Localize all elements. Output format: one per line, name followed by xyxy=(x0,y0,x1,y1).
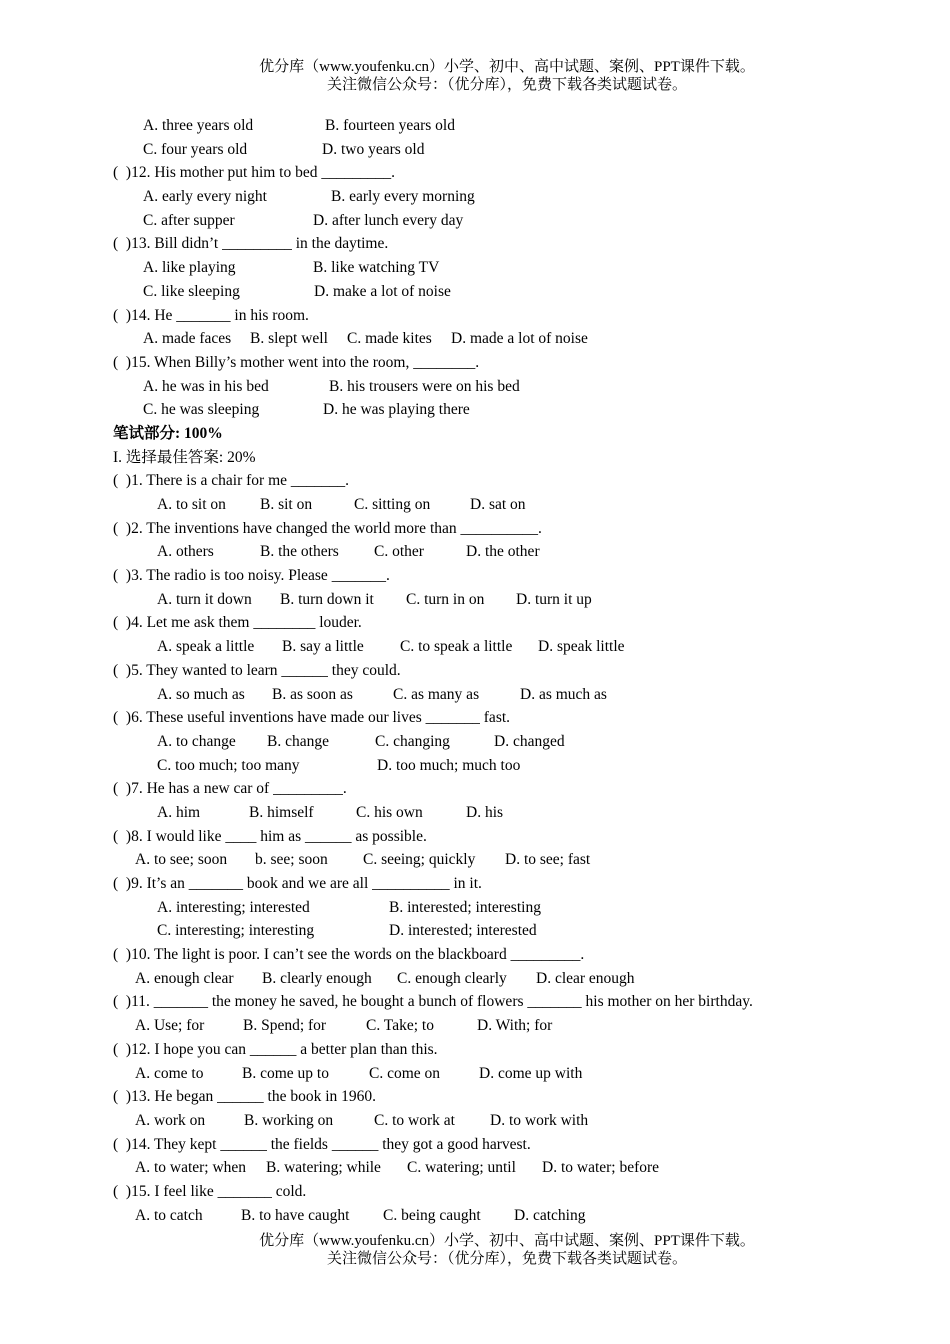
answer-option: D. the other xyxy=(466,543,540,561)
answer-option: D. come up with xyxy=(479,1064,583,1082)
answer-option: D. clear enough xyxy=(536,969,635,987)
page-footer xyxy=(0,1232,950,1268)
answer-option: D. to work with xyxy=(490,1111,589,1129)
option-row xyxy=(113,540,933,564)
question-text: ( )3. The radio is too noisy. Please _______. xyxy=(113,567,390,585)
page-header xyxy=(0,58,950,94)
question-line xyxy=(113,990,933,1014)
option-row xyxy=(113,730,933,754)
option-row xyxy=(113,588,933,612)
answer-option: B. slept well xyxy=(250,330,328,348)
option-row xyxy=(113,256,933,280)
question-line xyxy=(113,943,933,967)
answer-option: B. the others xyxy=(260,543,339,561)
header-line-2: 关注微信公众号：（优分库），免费下载各类试题试卷。 xyxy=(326,77,687,93)
answer-option: D. With; for xyxy=(477,1017,553,1035)
answer-option: C. to work at xyxy=(374,1111,455,1129)
answer-option: A. to catch xyxy=(135,1206,203,1224)
question-text: ( )8. I would like ____ him as ______ as possible. xyxy=(113,827,427,845)
option-row xyxy=(113,114,933,138)
question-line xyxy=(113,517,933,541)
answer-option: A. made faces xyxy=(143,330,232,348)
answer-option: A. him xyxy=(157,803,201,821)
question-text: ( )11. _______ the money he saved, he bought a bunch of flowers _______ his mother on her birthday. xyxy=(113,993,753,1011)
answer-option: B. like watching TV xyxy=(313,259,440,277)
answer-option: C. as many as xyxy=(393,685,480,703)
answer-option: A. come to xyxy=(135,1064,204,1082)
option-row xyxy=(113,967,933,991)
answer-option: C. changing xyxy=(375,732,450,750)
question-text: ( )12. His mother put him to bed _________. xyxy=(113,164,395,182)
option-row xyxy=(113,1204,933,1228)
answer-option: C. interesting; interesting xyxy=(157,922,315,940)
answer-option: C. other xyxy=(374,543,424,561)
answer-option: C. to speak a little xyxy=(400,638,513,656)
option-row xyxy=(113,896,933,920)
answer-option: A. like playing xyxy=(143,259,236,277)
question-line xyxy=(113,611,933,635)
answer-option: B. as soon as xyxy=(272,685,353,703)
answer-option: A. three years old xyxy=(143,117,254,134)
option-row xyxy=(113,327,933,351)
answer-option: A. Use; for xyxy=(135,1017,205,1035)
option-row xyxy=(113,209,933,233)
question-text: ( )9. It’s an _______ book and we are all __________ in it. xyxy=(113,875,482,892)
question-text: ( )15. I feel like _______ cold. xyxy=(113,1182,307,1200)
answer-option: B. clearly enough xyxy=(262,969,372,987)
answer-option: C. enough clearly xyxy=(397,969,507,987)
question-line xyxy=(113,469,933,493)
answer-option: B. himself xyxy=(249,803,314,821)
question-text: ( )13. He began ______ the book in 1960. xyxy=(113,1088,377,1106)
question-text: ( )4. Let me ask them ________ louder. xyxy=(113,614,362,632)
answer-option: B. to have caught xyxy=(241,1206,350,1224)
question-line xyxy=(113,1133,933,1157)
header-line-1: 优分库（www.youfenku.cn）小学、初中、高中试题、案例、PPT课件下载。 xyxy=(259,59,755,75)
answer-option: D. changed xyxy=(494,732,565,750)
question-text: ( )10. The light is poor. I can’t see the words on the blackboard _________. xyxy=(113,946,585,964)
answer-option: C. like sleeping xyxy=(143,282,240,300)
answer-option: A. to change xyxy=(157,732,236,750)
option-row xyxy=(113,398,933,422)
answer-option: B. Spend; for xyxy=(243,1017,327,1035)
answer-option: C. turn in on xyxy=(406,590,485,608)
answer-option: D. sat on xyxy=(470,496,526,513)
question-text: ( )2. The inventions have changed the world more than __________. xyxy=(113,519,542,537)
answer-option: C. too much; too many xyxy=(157,756,300,774)
answer-option: D. make a lot of noise xyxy=(314,282,451,300)
answer-option: B. come up to xyxy=(242,1064,329,1082)
option-row xyxy=(113,635,933,659)
option-row xyxy=(113,493,933,517)
answer-option: C. his own xyxy=(356,803,423,821)
option-row xyxy=(113,280,933,304)
option-row xyxy=(113,375,933,399)
option-row xyxy=(113,185,933,209)
answer-option: D. after lunch every day xyxy=(313,211,464,229)
answer-option: B. interested; interesting xyxy=(389,898,541,916)
question-text: ( )6. These useful inventions have made our lives _______ fast. xyxy=(113,709,511,727)
answer-option: C. seeing; quickly xyxy=(363,851,476,869)
answer-option: A. enough clear xyxy=(135,969,234,987)
answer-option: C. being caught xyxy=(383,1206,481,1224)
answer-option: A. speak a little xyxy=(157,638,255,656)
answer-option: C. watering; until xyxy=(407,1159,516,1177)
question-line xyxy=(113,1085,933,1109)
option-row xyxy=(113,683,933,707)
answer-option: A. so much as xyxy=(157,685,245,703)
option-row xyxy=(113,848,933,872)
answer-option: B. sit on xyxy=(260,496,313,513)
question-line xyxy=(113,659,933,683)
option-row xyxy=(113,1014,933,1038)
question-line xyxy=(113,161,933,185)
option-row xyxy=(113,1156,933,1180)
answer-option: C. come on xyxy=(369,1064,441,1082)
answer-option: A. to sit on xyxy=(157,496,226,513)
question-text: ( )12. I hope you can ______ a better plan than this. xyxy=(113,1040,438,1058)
answer-option: C. four years old xyxy=(143,140,248,158)
answer-option: A. to water; when xyxy=(135,1159,247,1177)
question-text: ( )7. He has a new car of _________. xyxy=(113,780,347,798)
question-line xyxy=(113,232,933,256)
question-text: I. 选择最佳答案: 20% xyxy=(113,448,256,466)
answer-option: A. to see; soon xyxy=(135,851,228,869)
answer-option: C. after supper xyxy=(143,211,235,229)
answer-option: C. sitting on xyxy=(354,496,431,513)
question-text: ( )5. They wanted to learn ______ they could. xyxy=(113,661,401,679)
answer-option: D. turn it up xyxy=(516,590,592,608)
answer-option: D. too much; much too xyxy=(377,756,521,774)
question-text: ( )1. There is a chair for me _______. xyxy=(113,472,350,490)
answer-option: D. interested; interested xyxy=(389,922,537,940)
answer-option: D. catching xyxy=(514,1206,586,1224)
answer-option: B. working on xyxy=(244,1111,334,1129)
question-line xyxy=(113,1180,933,1204)
answer-option: D. two years old xyxy=(322,140,425,158)
answer-option: D. made a lot of noise xyxy=(451,330,588,348)
question-text: ( )15. When Billy’s mother went into the room, ________. xyxy=(113,353,480,371)
answer-option: B. watering; while xyxy=(266,1159,381,1177)
option-row xyxy=(113,754,933,778)
footer-line-2: 关注微信公众号：（优分库），免费下载各类试题试卷。 xyxy=(326,1251,687,1267)
question-line xyxy=(113,777,933,801)
exam-content xyxy=(113,114,933,1227)
question-line xyxy=(113,872,933,896)
answer-option: B. fourteen years old xyxy=(325,117,455,134)
answer-option: A. turn it down xyxy=(157,590,252,608)
answer-option: B. early every morning xyxy=(331,188,475,206)
answer-option: D. speak little xyxy=(538,638,625,656)
question-line xyxy=(113,706,933,730)
option-row xyxy=(113,919,933,943)
option-row xyxy=(113,138,933,162)
answer-option: A. interesting; interested xyxy=(157,898,310,916)
question-line xyxy=(113,564,933,588)
question-line xyxy=(113,351,933,375)
question-text: ( )14. He _______ in his room. xyxy=(113,306,309,324)
section-title xyxy=(113,422,933,446)
question-text: ( )13. Bill didn’t _________ in the daytime. xyxy=(113,235,389,253)
answer-option: B. say a little xyxy=(282,638,364,656)
answer-option: C. he was sleeping xyxy=(143,401,260,419)
option-row xyxy=(113,801,933,825)
answer-option: A. others xyxy=(157,543,214,561)
answer-option: A. early every night xyxy=(143,188,267,206)
answer-option: B. change xyxy=(267,732,329,750)
answer-option: D. as much as xyxy=(520,685,607,703)
question-line xyxy=(113,446,933,470)
answer-option: D. to water; before xyxy=(542,1159,660,1177)
answer-option: C. Take; to xyxy=(366,1017,434,1035)
answer-option: A. he was in his bed xyxy=(143,377,269,395)
answer-option: D. to see; fast xyxy=(505,851,591,869)
answer-option: B. his trousers were on his bed xyxy=(329,377,520,395)
answer-option: D. his xyxy=(466,803,504,821)
answer-option: B. turn down it xyxy=(280,590,374,608)
section-title-text: 笔试部分: 100% xyxy=(113,424,223,442)
question-line xyxy=(113,825,933,849)
answer-option: D. he was playing there xyxy=(323,401,470,419)
answer-option: A. work on xyxy=(135,1111,206,1129)
question-line xyxy=(113,1038,933,1062)
answer-option: b. see; soon xyxy=(255,851,328,869)
answer-option: C. made kites xyxy=(347,330,432,348)
question-text: ( )14. They kept ______ the fields ______ they got a good harvest. xyxy=(113,1135,531,1153)
option-row xyxy=(113,1109,933,1133)
question-line xyxy=(113,304,933,328)
option-row xyxy=(113,1062,933,1086)
footer-line-1: 优分库（www.youfenku.cn）小学、初中、高中试题、案例、PPT课件下载。 xyxy=(259,1233,755,1249)
